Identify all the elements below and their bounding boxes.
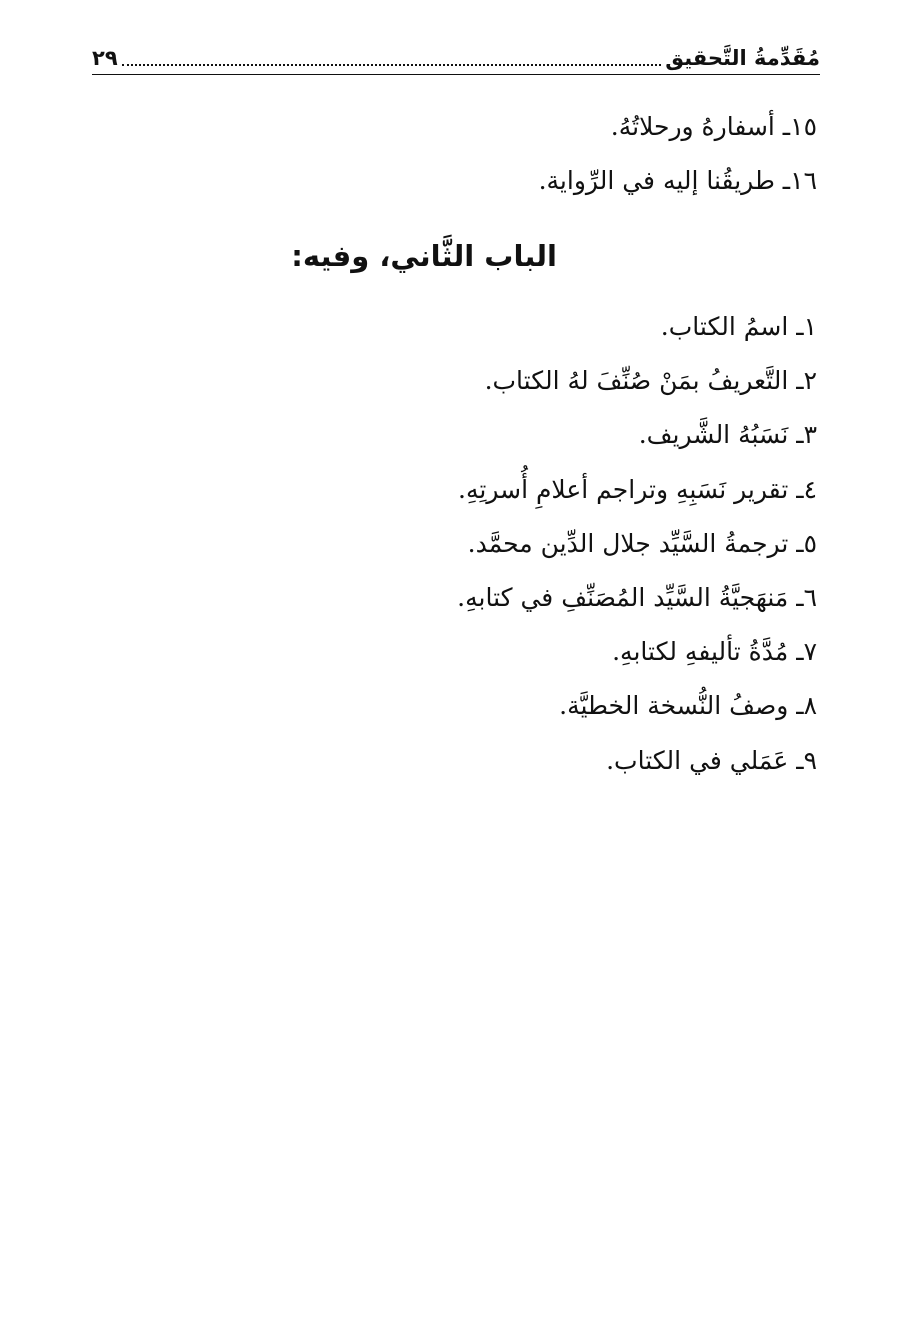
section-list (457, 300, 817, 788)
list-item: ٧ـ مُدَّةُ تأليفهِ لكتابهِ. (612, 637, 817, 667)
list-item: ٢ـ التَّعريفُ بمَنْ صُنِّفَ لهُ الكتاب. (484, 366, 817, 396)
running-header (92, 40, 820, 75)
list-item: ٥ـ ترجمةُ السَّيِّد جلال الدِّين محمَّد. (467, 528, 817, 558)
list-item: ١٥ـ أسفارهُ ورحلاتُهُ. (610, 112, 817, 141)
list-item: ٩ـ عَمَلي في الكتاب. (606, 745, 817, 775)
section-heading: الباب الثَّاني، وفيه: (291, 239, 557, 273)
page-number: ٢٩ (92, 46, 118, 70)
running-title: مُقَدِّمةُ التَّحقيق (665, 46, 820, 70)
list-item: ٨ـ وصفُ النُّسخة الخطيَّة. (559, 691, 817, 721)
list-item: ٤ـ تقرير نَسَبِهِ وتراجم أعلامِ أُسرتِهِ. (458, 474, 817, 504)
list-item: ٦ـ مَنهَجيَّةُ السَّيِّد المُصَنِّفِ في كتابهِ. (457, 583, 817, 613)
leader-dots (122, 62, 662, 66)
continued-list (539, 100, 817, 208)
list-item: ١ـ اسمُ الكتاب. (660, 312, 817, 341)
list-item: ٣ـ نَسَبُهُ الشَّريف. (638, 420, 817, 450)
list-item: ١٦ـ طريقُنا إليه في الرِّواية. (538, 166, 817, 195)
